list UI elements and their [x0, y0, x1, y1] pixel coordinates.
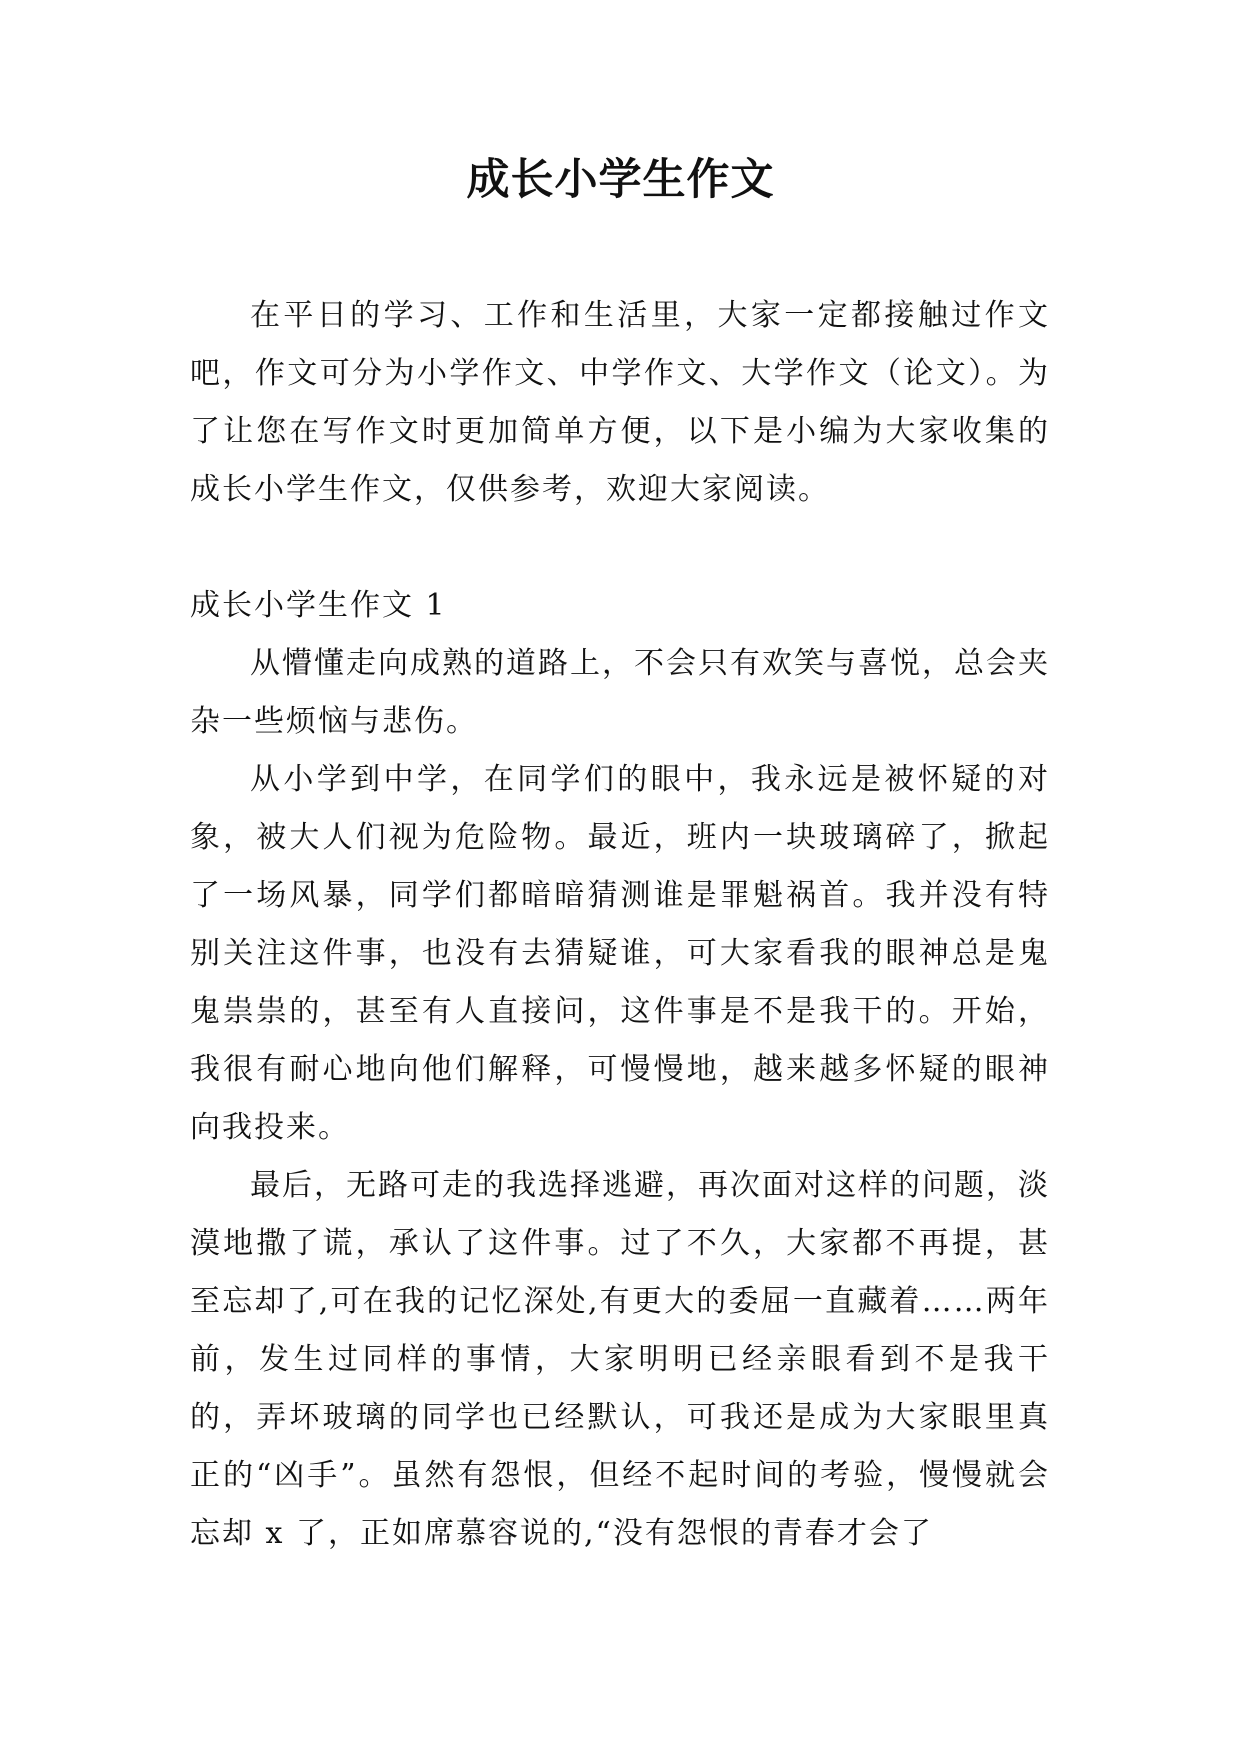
document-title: 成长小学生作文 [466, 155, 775, 205]
body-paragraph: 最后，无路可走的我选择逃避，再次面对这样的问题，淡漠地撒了谎，承认了这件事。过了不久，大家都不再提，甚至忘却了,可在我的记忆深处,有更大的委屈一直藏着……两年前，发生过同样的事情，大家明明已经亲眼看到不是我干的，弄坏玻璃的同学也已经默认，可我还是成为大家眼里真正的“凶手”。虽然有怨恨，但经不起时间的考验，慢慢就会忘却 x 了，正如席慕容说的,“没有怨恨的青春才会了 [190, 1168, 1050, 1551]
body-paragraph: 从小学到中学，在同学们的眼中，我永远是被怀疑的对象，被大人们视为危险物。最近，班内一块玻璃碎了，掀起了一场风暴，同学们都暗暗猜测谁是罪魁祸首。我并没有特别关注这件事，也没有去猜疑谁，可大家看我的眼神总是鬼鬼祟祟的，甚至有人直接问，这件事是不是我干的。开始，我很有耐心地向他们解释，可慢慢地，越来越多怀疑的眼神向我投来。 [190, 762, 1050, 1145]
intro-block [190, 287, 1050, 519]
body-paragraph: 从懵懂走向成熟的道路上，不会只有欢笑与喜悦，总会夹杂一些烦恼与悲伤。 [190, 646, 1050, 739]
intro-paragraph: 在平日的学习、工作和生活里，大家一定都接触过作文吧，作文可分为小学作文、中学作文、大学作文（论文）。为了让您在写作文时更加简单方便，以下是小编为大家收集的成长小学生作文，仅供参考，欢迎大家阅读。 [190, 298, 1050, 507]
essay-body [190, 635, 1050, 1563]
section-heading: 成长小学生作文 1 [190, 588, 447, 623]
